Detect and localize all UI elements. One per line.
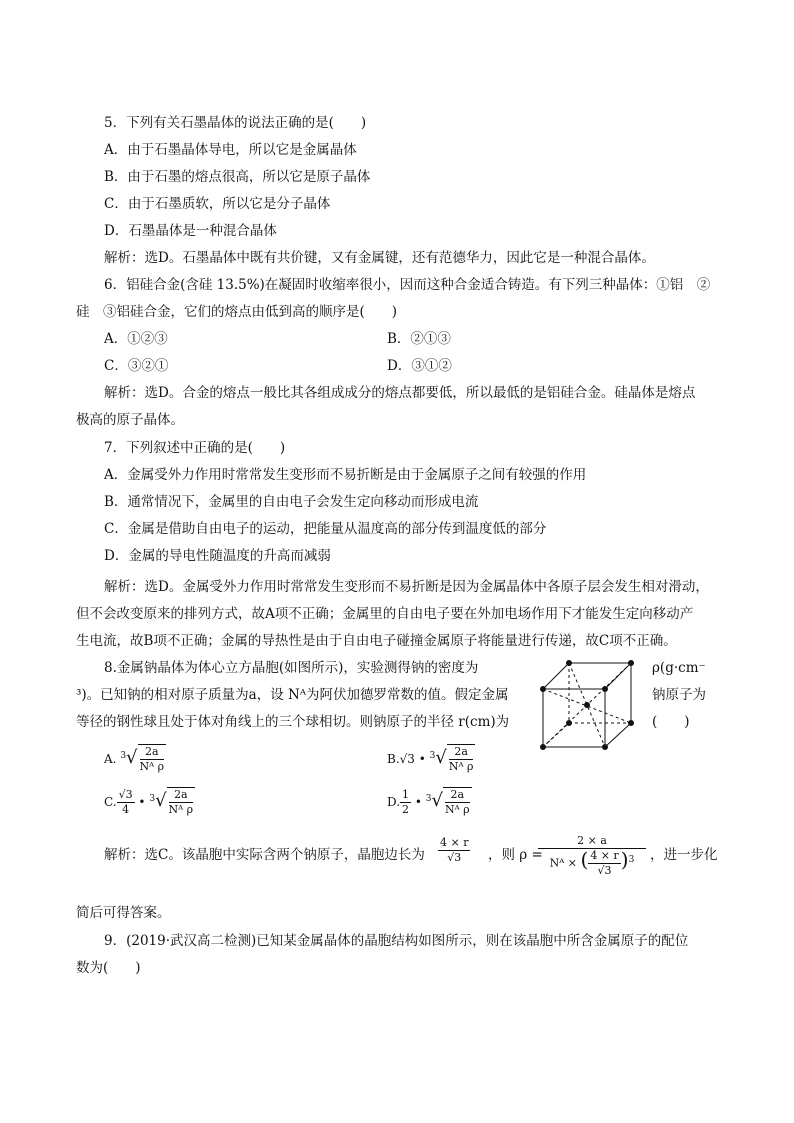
q8-stem-line3: 等径的钢性球且处于体对角线上的三个球相切。则钠原子的半径 r(cm)为 [76, 714, 510, 730]
q8-analysis-suffix: ，进一步化 [650, 847, 718, 863]
atom [540, 686, 546, 692]
density-denominator: Nᴬ × ( $\frac{4 \times r}{√3}$ )$^3$ [549, 847, 635, 877]
cube-edge [605, 723, 631, 747]
q8-stem-line1: 8.金属钠晶体为体心立方晶胞(如图所示)，实验测得钠的密度为 [104, 660, 479, 676]
q5-option-a: A．由于石墨晶体导电，所以它是金属晶体 [104, 142, 357, 158]
root-numerator: 2a [449, 745, 474, 760]
q6-option-c: C．③②① [104, 358, 169, 374]
q7-stem: 7．下列叙述中正确的是( ) [104, 440, 286, 456]
q9-stem-line1: 9．(2019·武汉高二检测)已知某金属晶体的晶胞结构如图所示，则在该晶胞中所含金属原子的配位 [104, 933, 689, 949]
q7-analysis-line1: 解析：选D。金属受外力作用时常常发生变形而不易折断是因为金属晶体中各原子层会发生相对滑动， [104, 579, 709, 595]
root-denominator: Nᴬ ρ [448, 760, 474, 773]
q6-option-a: A．①②③ [104, 331, 168, 347]
q6-stem-line2: 硅 ③铝硅合金，它们的熔点由低到高的顺序是( ) [76, 304, 398, 320]
q6-analysis-line1: 解析：选D。合金的熔点一般比其各组成成分的熔点都要低，所以最低的是铝硅合金。硅晶体是熔点 [104, 385, 696, 401]
q8-analysis-line2: 简后可得答案。 [76, 905, 171, 921]
q8-analysis-mid: ，则 ρ = [488, 847, 543, 863]
root-denominator: Nᴬ ρ [168, 803, 194, 816]
q6-option-b: B．②①③ [387, 331, 451, 347]
density-denominator-prefix: Nᴬ × [549, 856, 577, 870]
root-index: 3 [149, 794, 156, 804]
q8-stem-line3-right: ( ) [652, 714, 690, 730]
q6-analysis-line2: 极高的原子晶体。 [76, 412, 184, 428]
atom [628, 660, 634, 666]
atom [540, 744, 546, 750]
q8-option-d: D. $\frac{1}{2}$ • $^3$√ $\frac{2a}{\text{Nᴬ ρ}}$ [387, 788, 470, 816]
edge-numerator: 4 × r [440, 836, 469, 849]
exponent: 3 [628, 854, 635, 865]
q7-option-b: B．通常情况下，金属里的自由电子会发生定向移动而形成电流 [104, 494, 479, 510]
root-numerator: 2a [445, 788, 470, 803]
dot: • [138, 795, 146, 809]
q9-stem-line2: 数为( ) [76, 960, 141, 976]
q7-option-c: C．金属是借助自由电子的运动，把能量从温度高的部分传到温度低的部分 [104, 521, 547, 537]
root-index: 3 [425, 794, 432, 804]
q7-analysis-line3: 生电流，故B项不正确；金属的导热性是由于自由电子碰撞金属原子将能量进行传递，故C项不正确。 [76, 633, 677, 649]
q8-stem-line2: ³)。已知钠的相对原子质量为a，设 Nᴬ为阿伏加德罗常数的值。假定金属 [76, 687, 509, 703]
atom [566, 720, 572, 726]
coef-numerator: √3 [118, 788, 133, 801]
q8-analysis-prefix: 解析：选C。该晶胞中实际含两个钠原子，晶胞边长为 [104, 847, 425, 863]
edge-denominator: √3 [447, 851, 462, 864]
dot: • [414, 795, 422, 809]
atom [628, 720, 634, 726]
q8-option-a: A. $^3$√ $\frac{2a}{\text{Nᴬ ρ}}$ [104, 745, 165, 773]
option-b-label: B.√3 • [387, 752, 426, 766]
option-c-label: C. [104, 795, 117, 809]
coef-denominator: 4 [122, 803, 130, 816]
root-index: 3 [429, 751, 436, 761]
q8-option-b: B.√3 • $^3$√ $\frac{2a}{\text{Nᴬ ρ}}$ [387, 745, 474, 773]
body-center-atom [584, 702, 590, 708]
option-a-label: A. [104, 752, 117, 766]
root-index: 3 [120, 751, 127, 761]
q6-option-d: D．③①② [387, 358, 452, 374]
q8-stem-line1-right: ρ(g·cm⁻ [652, 660, 706, 676]
inner-denominator: √3 [597, 864, 612, 877]
root-denominator: Nᴬ ρ [444, 803, 470, 816]
root-denominator: Nᴬ ρ [139, 760, 165, 773]
cube-edge [543, 663, 569, 689]
bcc-unit-cell-figure [533, 655, 643, 755]
atom [566, 660, 572, 666]
coef-denominator: 2 [402, 803, 410, 816]
q8-option-c: C. $\frac{√3}{4}$ • $^3$√ $\frac{2a}{\text{Nᴬ ρ}}$ [104, 788, 194, 816]
atom [602, 686, 608, 692]
q5-option-d: D．石墨晶体是一种混合晶体 [104, 223, 277, 239]
q5-stem: 5．下列有关石墨晶体的说法正确的是( ) [104, 115, 367, 131]
density-fraction [538, 834, 646, 878]
q7-analysis-line2: 但不会改变原来的排列方式，故A项不正确；金属里的自由电子要在外加电场作用下才能发生定向移动产 [76, 606, 694, 622]
inner-numerator: 4 × r [590, 849, 619, 862]
q5-option-b: B．由于石墨的熔点很高，所以它是原子晶体 [104, 169, 371, 185]
density-numerator: 2 × a [538, 834, 646, 849]
q7-option-d: D．金属的导电性随温度的升高而减弱 [104, 548, 331, 564]
q5-analysis: 解析：选D。石墨晶体中既有共价键，又有金属键，还有范德华力，因此它是一种混合晶体。 [104, 250, 655, 266]
q7-option-a: A．金属受外力作用时常常发生变形而不易折断是由于金属原子之间有较强的作用 [104, 467, 587, 483]
q8-stem-line2-right: 钠原子为 [652, 687, 706, 703]
root-numerator: 2a [169, 788, 194, 803]
root-numerator: 2a [140, 745, 165, 760]
edge-length-fraction [438, 836, 470, 865]
coef-numerator: 1 [402, 788, 410, 801]
atom [602, 744, 608, 750]
option-d-label: D. [387, 795, 401, 809]
q5-option-c: C．由于石墨质软，所以它是分子晶体 [104, 196, 331, 212]
q6-stem-line1: 6．铝硅合金(含硅 13.5%)在凝固时收缩率很小，因而这种合金适合铸造。有下列三种晶体：①铝 ② [104, 277, 711, 293]
